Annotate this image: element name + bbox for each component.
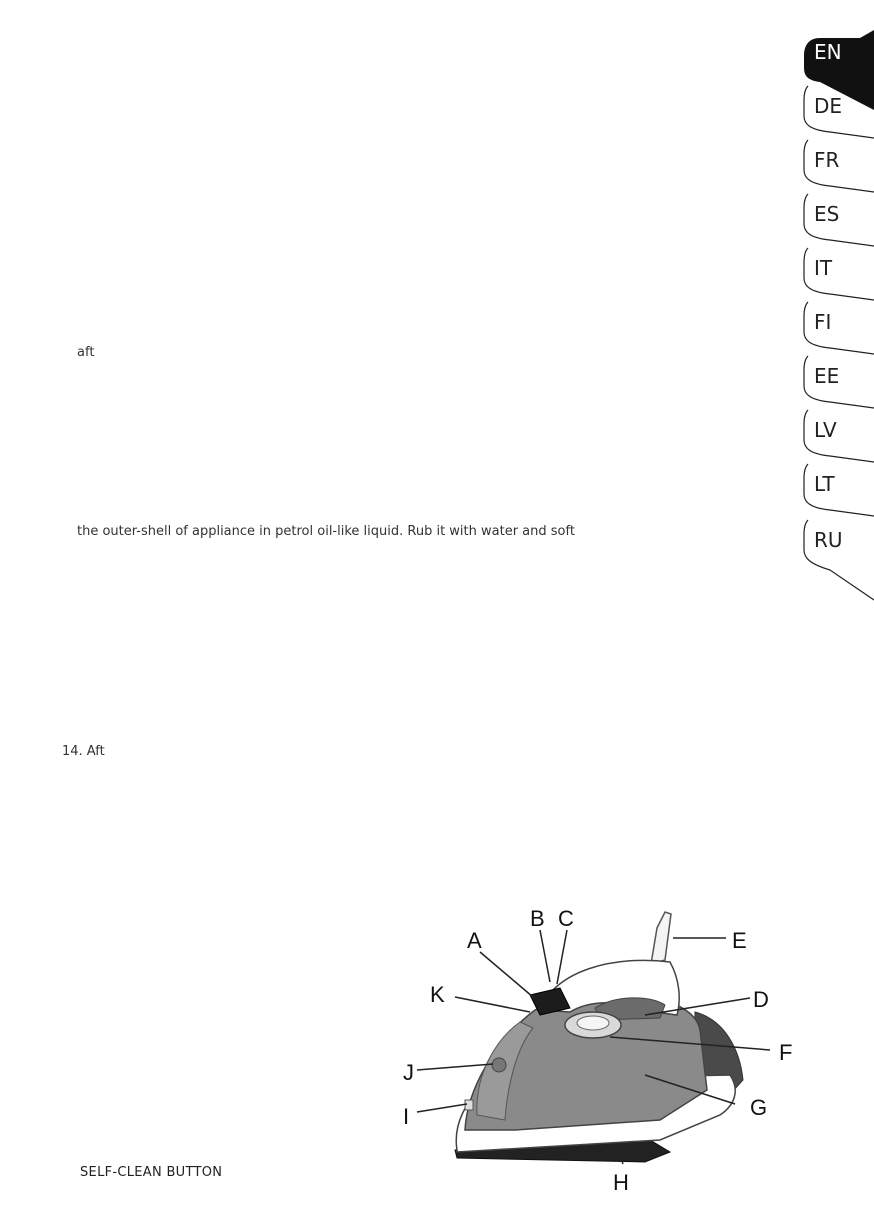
callout-c: C (558, 906, 574, 931)
leader-line-a (480, 952, 533, 997)
text-fragment-item-14: 14. Aft (62, 744, 105, 759)
text-fragment-outer-shell: the outer-shell of appliance in petrol oil-like liquid. Rub it with water and soft (77, 524, 575, 539)
callout-i: I (403, 1104, 410, 1129)
leader-line-b (540, 930, 550, 982)
callout-k: K (430, 982, 445, 1007)
tab-fi-shape (800, 302, 874, 362)
steam-iron-illustration (395, 900, 815, 1210)
tab-it-label: IT (814, 256, 833, 280)
tab-de-label: DE (814, 94, 843, 118)
leader-line-j (417, 1064, 493, 1070)
iron-dial-center (577, 1016, 609, 1030)
tab-it-shape (800, 248, 874, 308)
tab-lt-shape (800, 464, 874, 524)
tab-lv-shape (800, 410, 874, 470)
leader-line-k (455, 997, 530, 1012)
tab-es-label: ES (814, 202, 840, 226)
tab-ru[interactable] (800, 520, 874, 590)
tab-lv-label: LV (814, 418, 837, 442)
callout-a: A (467, 928, 482, 953)
tab-en-label: EN (814, 40, 842, 64)
text-fragment-aft: aft (77, 345, 95, 360)
callout-f: F (779, 1040, 793, 1065)
iron-spray-nozzle (465, 1100, 473, 1110)
tab-ru-label: RU (814, 528, 843, 552)
steam-iron-diagram (395, 900, 815, 1210)
self-clean-caption: SELF-CLEAN BUTTON (80, 1165, 223, 1180)
tab-fi-label: FI (814, 310, 832, 334)
tab-fr-label: FR (814, 148, 840, 172)
callout-h: H (613, 1170, 629, 1195)
callout-b: B (530, 906, 545, 931)
callout-g: G (750, 1095, 768, 1120)
callout-d: D (753, 987, 769, 1012)
callout-j: J (403, 1060, 414, 1085)
callout-e: E (732, 928, 747, 953)
leader-line-c (557, 930, 567, 984)
iron-filler-cap (492, 1058, 506, 1072)
leader-line-i (417, 1104, 467, 1112)
language-tabs (800, 0, 874, 600)
tab-lt-label: LT (814, 472, 835, 496)
iron-cord (651, 912, 671, 964)
tab-ee-label: EE (814, 364, 840, 388)
iron-drawing (455, 912, 743, 1162)
